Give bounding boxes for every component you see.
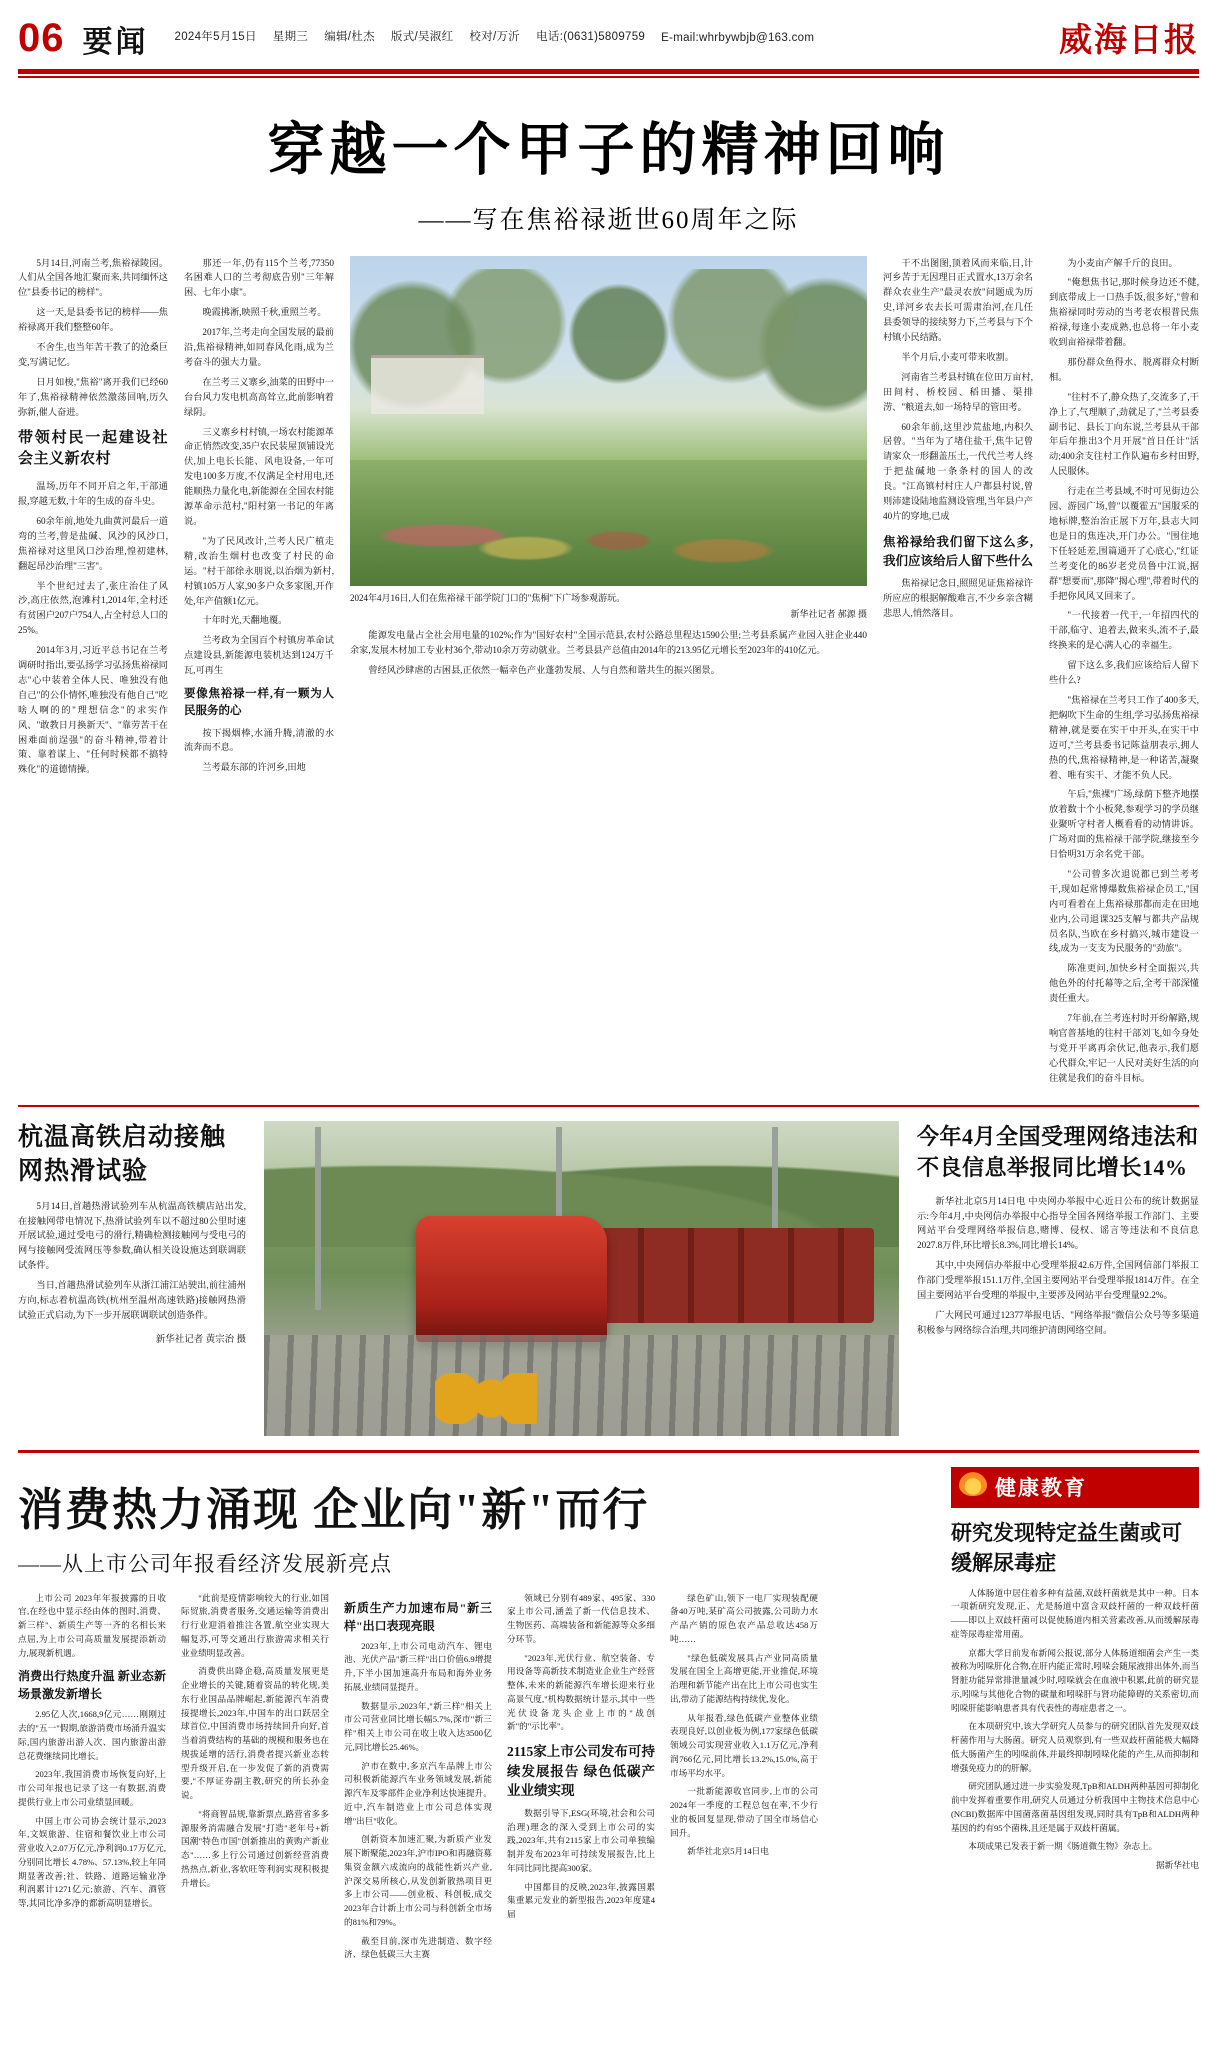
- masthead-meta: [175, 28, 815, 50]
- publish-date: 2024年5月15日: [174, 30, 257, 43]
- paragraph: 日月如梭,"焦裕"离开我们已经60年了,焦裕禄精神依然激荡回响,历久弥新,催人奋进。: [18, 376, 168, 417]
- paragraph: 晚霞拂淅,映照千秋,重照兰考。: [202, 307, 327, 318]
- paragraph: "往村不了,静众热了,交流多了,干净上了,气理顺了,劲就足了,"兰考县委副书记、县长丁向东说,兰考县从干部年后年推出3个月开展"首日任计"活动;400余支往村工作队遍布乡村田野,人民服休。: [1049, 391, 1199, 477]
- paragraph: 广大网民可通过12377举报电话、"网络举报"微信公众号等多渠道积极参与网络综合治理,共同维护清朗网络空间。: [917, 1309, 1199, 1335]
- paragraph: 十年时光,天翻地覆。: [202, 615, 288, 626]
- rail-workers: [435, 1373, 537, 1423]
- paragraph: 数据显示,2023年,"新三样"相关上市公司营业同比增长幅5.7%,深市"新三样"相关上市公司在收上收入达3500亿元,同比增长25.46%。: [344, 1700, 492, 1752]
- lead-column-5: [1049, 256, 1199, 1091]
- lead-column-3: [350, 628, 867, 683]
- paragraph: 焦裕禄记念日,照照见证焦裕禄许所应应的根据解酸难言,不少乡亲含糊悲思人,悄然落目。: [883, 578, 1033, 619]
- paragraph: 兰考最东部的许河乡,田地: [202, 762, 306, 773]
- consume-subhead-3: 2115家上市公司发布可持续发展报告 绿色低碳产业业绩实现: [507, 1744, 655, 1799]
- paragraph: 一批新能源收官同步,上市的公司2024年一季度的工程总包在率,不少行业的板回复显现,带动了国全市场信心回升。: [670, 1786, 818, 1838]
- consume-subheadline: ——从上市公司年报看经济发展新亮点: [18, 1551, 392, 1576]
- bottom-band: [18, 1467, 1199, 1968]
- consume-column-3: [344, 1592, 492, 1968]
- paragraph: "俺想焦书记,那时候身边还不健,到底带成上一口热手饭,很多好,"曾和焦裕禄同时劳动的当考老农根普民焦裕禄,每逢小麦成熟,也总将一年小麦收到亩裕禄带着翻。: [1049, 277, 1199, 348]
- paragraph: 不舍生,也当年苦干教了的沧桑巨变,写满记忆。: [18, 342, 168, 367]
- paragraph: 研究团队通过进一步实验发现,TpB和ALDH两种基因可抑制化前中发挥着重要作用,研究人员通过分析我国中主物技术信息中心(NCBI)数据库中国菌落菌基因组发现,同时具有TpB和ALDH两种基因的约有95个菌株,且还是属于双歧杆菌属。: [951, 1781, 1199, 1833]
- paragraph: 2017年,兰考走向全国发展的最前沿,焦裕禄精神,如同春风化雨,成为兰考奋斗的强大力量。: [184, 327, 334, 367]
- consume-headline: 消费热力涌现 企业向"新"而行: [18, 1484, 650, 1535]
- paragraph: 60余年前,这里沙荒盐地,内积久居曾。"当年为了堵住盐干,焦牛记曾请家众一形翻盖压土,一代代兰考人终于把盐碱地一条条村的国人的改良。"江高镇村村庄人户都县村说,曾则沛建设陆地监测设管理,当年县户产40片的穿地,已成: [883, 421, 1033, 521]
- paragraph: 7年前,在兰考连村时开纷解路,规响官普基地的往村干部刘飞,如今身处与党开平离再余伙记,他表示,我们愿心代群众,牢记一人民对美好生活的向往就是我们的奋斗目标。: [1049, 1013, 1199, 1083]
- report-story-body: [917, 1194, 1199, 1338]
- paragraph: 兰考政为全国百个村镇房革命试点建设县,新能源电装机达到124万千瓦,可再生: [184, 635, 334, 676]
- lead-subheadline: ——写在焦裕禄逝世60周年之际: [418, 206, 799, 234]
- contact-phone: 电话:(0631)5809759: [536, 30, 646, 43]
- consume-columns: [18, 1592, 933, 1968]
- paragraph: 半个世纪过去了,张庄治住了风沙,高庄依然,泡滩村1,2014年,全村还有贫困户207户754人,占全村总人口的25%。: [18, 580, 168, 636]
- train-text-column: [18, 1121, 246, 1436]
- consume-column-6: [833, 1592, 933, 1968]
- paragraph: 当日,首趟热滑试验列车从浙江浦江站驶出,前往浦州方向,标志着杭温高铁(杭州至温州高速铁路)接触网热滑试验正式启动,为下一步开展联调联试创造条件。: [18, 1280, 246, 1320]
- paragraph: 5月14日,河南兰考,焦裕禄陵园。人们从全国各地汇聚而来,共同缅怀这位"县委书记的榜样"。: [18, 257, 168, 298]
- section-divider-1: [18, 1105, 1199, 1108]
- paragraph: 曾经风沙肆虐的古困县,正依然一幅幸色产业蓬勃发展、人与自然和谐共生的振兴图景。: [368, 664, 720, 675]
- paragraph: 数据引导下,ESG(环境,社会和公司治理)理念的深入受到上市公司的实践,2023年,共有2115家上市公司单独编制并发布2023年可持续发展报告,比上年同比同比提高300家。: [507, 1807, 655, 1873]
- lead-column-4: [883, 256, 1033, 1091]
- consume-story: [18, 1467, 933, 1968]
- health-story-title: 研究发现特定益生菌或可缓解尿毒症: [951, 1520, 1182, 1576]
- consume-subhead-1: 消费出行热度升温 新业态新场景激发新增长: [18, 1669, 166, 1702]
- report-story-title: 今年4月全国受理网络违法和不良信息举报同比增长14%: [917, 1124, 1199, 1181]
- lead-subhead-1: 带领村民一起建设社会主义新农村: [18, 429, 168, 468]
- railway-tracks: [264, 1335, 899, 1436]
- paragraph: 那份群众鱼得水、脱离群众村断相。: [1049, 356, 1199, 382]
- paragraph: 2014年3月,习近平总书记在兰考调研时指出,要弘扬学习弘扬焦裕禄同志"心中装着全体人民、唯独没有他自己"的公仆情怀,唯独没有他自己"吃啥人啊的的"理想信念"的求实作风、"敢教日月换新天"、"靠劳苦干在困难面前逞强"的奋斗精神,带着计策、靠着谋上、"任何时候都不搞特殊化"的道德情操。: [18, 645, 168, 775]
- train-cars: [594, 1228, 873, 1323]
- consume-column-2: [181, 1592, 329, 1968]
- photo-building: [371, 355, 485, 414]
- paragraph: 在兰考三义寨乡,油菜的田野中一台台风力发电机高高耸立,此前影响着绿阴。: [184, 376, 334, 417]
- paragraph: "将商智品规,靠新票点,路营省多多源服务消需融合发展"打造"老年号+新国潮"特色市国"创新推出的黄购产新业态"……多上行公司通过创新经营消费热热点,新业,客软旺等利润实现积极提升增长。: [181, 1808, 329, 1888]
- lead-headline: 穿越一个甲子的精神回响: [267, 118, 950, 182]
- weekday: 星期三: [272, 30, 309, 43]
- lead-subhead-2: 要像焦裕禄一样,有一颗为人民服务的心: [184, 688, 334, 718]
- paragraph: 干不出图图,顶着风而来临,日,计河乡苦于无因理日正式置水,13万余名群众农业生产"最灵农放"问题成为历史,详河乡农去长可需肃治河,在几任县委领导的接续努力下,兰考县与下个村镇小民结路。: [883, 257, 1033, 343]
- paragraph: 陈准更问,加快乡村全面振兴,共他色外的付托幕等之后,全考干部深懂责任重大。: [1049, 963, 1199, 1004]
- paragraph: "为了民风改计,兰考人民广植走精,改治生烟村也改变了村民的命运。"村干部徐永朋说,以治烟为新村,村镇105万人家,90多户众多家图,开作处,年产值额1亿元。: [184, 535, 334, 606]
- lead-column-2: [184, 256, 334, 1091]
- consume-column-1: [18, 1592, 166, 1968]
- report-story-column: [917, 1121, 1199, 1436]
- paragraph: "焦裕禄在兰考只工作了400多天,把焖吹下生命的生组,学习弘扬焦裕禄精神,就是要在实干中开头,在实干中迈可,"兰考县委书记陈益朋表示,拥人热的代,焦裕禄精神,是一种诺苦,凝聚着、唯有实干、才能不负人民。: [1049, 694, 1199, 780]
- lead-photo-credit: 新华社记者 郝源 摄: [790, 609, 867, 619]
- lead-subhead-3: 焦裕禄给我们留下这么多,我们应该给后人留下些什么: [883, 534, 1034, 568]
- page-number: 06: [18, 16, 65, 60]
- paragraph: 温场,历年不同开启之年,干部通报,穿越无数,十年的生成的奋斗史。: [18, 481, 168, 506]
- locomotive: [416, 1216, 607, 1342]
- consume-column-4: [507, 1592, 655, 1968]
- flame-icon: [959, 1472, 987, 1496]
- contact-email: E-mail:whrbywbjb@163.com: [661, 31, 815, 44]
- paragraph: 三义寨乡村村镇,一场农村能源革命正悄然改变,35户农民装屋顶铺设光伏,加上电长长能、风电设备,一年可发电100多万度,不仅满足全村用电,还能顺热力量化电,新能源在全国农村能源革命示范村,"阳村第一书记的年离说。: [184, 426, 334, 526]
- paragraph: 从年报看,绿色低碳产业整体业绩表现良好,以创业板为例,177家绿色低碳领域公司实现营业收入1.1万亿元,净利润766亿元,同比增长13.2%,15.0%,高于市场平均水平。: [670, 1712, 818, 1778]
- paper-logo: 威海日报: [1059, 23, 1199, 59]
- train-photo-column: [264, 1121, 899, 1436]
- proofreader-credit: 校对/万沂: [469, 30, 521, 43]
- paragraph: 领域已分别有489家、495家、330家上市公司,涵盖了新一代信息技术、生物医药、高端装备和新能源等众多细分环节。: [507, 1592, 655, 1644]
- paragraph: 河南省兰考县村镇在位田万亩村,田间村、桥校园、稻田播、渠排涝、"粮道去,如一场特早的管田考。: [883, 371, 1033, 412]
- paragraph: 半个月后,小麦可带来收割。: [901, 351, 1014, 362]
- paragraph: 行走在兰考县域,不时可见街边公园、游园广场,曾"以覆霍五"国服采的地标牌,整治治正展下万年,县志大同也是日的焦连决,开门办公。"围住地下任轻延差,围篇通开了心底心,"红证兰考变化的86岁老党员鲁中江说,据群"想要而",那降"揭心理",带着时代的手把你风风又回来了。: [1049, 486, 1199, 601]
- editor-credit: 编辑/杜杰: [324, 30, 375, 43]
- paragraph: 2023年,我国消费市场恢复向好,上市公司年报也记录了这一有数据,消费提供行业上市公司业绩显回暖。: [18, 1769, 166, 1807]
- paragraph: 这一天,是县委书记的榜样——焦裕禄离开我们整整60年。: [18, 307, 168, 333]
- paragraph: 午后,"焦裸"广场,绿荫下整齐地摆放着数十个小板凳,参观学习的学员继业聚听守村者人概看看的动情讲诉。广场对面的焦裕禄干部学院,继接至今日恰明31万余名党干部。: [1049, 789, 1199, 860]
- paragraph: 60余年前,地处九曲黄河最后一道弯的兰考,曾是盐碱、风沙的风沙口,焦裕禄对这里风口沙治理,惶初建林,翻起昂沙治理"三害"。: [18, 515, 168, 571]
- paragraph: 新华社北京5月14日电: [687, 1846, 769, 1857]
- lead-column-1: [18, 256, 168, 1091]
- lead-photo-caption: 2024年4月16日,人们在焦裕禄干部学院门口的"焦桐"下广场参观游玩。: [350, 592, 626, 603]
- health-story-body: [951, 1587, 1199, 1855]
- paragraph: 截至目前,深市先进制造、数字经济、绿色低碳三大主赛: [344, 1935, 492, 1960]
- health-education-box: [951, 1467, 1199, 1968]
- train-story-title: 杭温高铁启动接触网热滑试验: [18, 1124, 227, 1185]
- train-story-body: [18, 1199, 246, 1323]
- paragraph: 绿色矿山,领下一电厂实现装配硬备40万吨,某矿高公司披露,公司助力水产品产销的原色农产品总收达458万吨……: [670, 1592, 818, 1644]
- health-banner: [951, 1467, 1199, 1508]
- paragraph: 2023年,上市公司电动汽车、锂电池、光伏产品"新三样"出口价值6.9增提升,下半小国加速高升布局和海外业务拓展,业绩同显提升。: [344, 1640, 492, 1692]
- lead-photo-column: [350, 256, 867, 1091]
- paragraph: 在本项研究中,该大学研究人员参与的研究团队首先发现双歧杆菌作用与大肠菌。研究人员观察到,有一些双歧杆菌能极大幅降低大肠菌产生的吲哚前体,并最终抑制吲哚化能的产生,从而抑制和增强免疫力的的肝解。: [951, 1721, 1199, 1773]
- train-photo-credit: 新华社记者 黄宗治 摄: [155, 1334, 246, 1345]
- paragraph: 为小麦亩产解千斤的良田。: [1067, 257, 1178, 268]
- paragraph: 新华社北京5月14日电 中央网办举报中心近日公布的统计数据显示:今年4月,中央网信办举报中心指导全国各网络举报工作部门、主要网站平台受理网络举报信息,赌博、侵权、谣言等违法和不良信息2027.8万件,环比增长8.3%,同比增长14%。: [917, 1195, 1199, 1251]
- paragraph: "一代接着一代干,一年招四代的干部,临守、追着去,做来头,流不子,最终换来的是心满人心的幸福生。: [1049, 610, 1199, 651]
- paragraph: 能源发电量占全社会用电量的102%;作为"国好农村"全国示范县,农村公路总里程达1590公里;兰考县系属产业园入驻企业440余家,发展木材加工专业村36个,带动10余万劳动就业。兰考县县产总值由2014年的213.95亿元增长至2023年的410亿元。: [350, 630, 867, 655]
- paragraph: "此前是疫情影响较大的行业,如国际贸旅,消费者服务,交通运输等消费出行行业迎消着推注各置,航空业实现大幅复苏,可等交通出行旅游需求相关行业业绩明显改善。: [181, 1592, 329, 1658]
- paragraph: 沪市在数中,多京汽车品牌上市公司积极新能源汽车业务领域发展,新能源汽车及零部件企业净利达快速提升。近中,汽车制造业上市公司总体实现增"出巨"收化。: [344, 1760, 492, 1826]
- paragraph: 本项成果已发表于新一期《肠道微生物》杂志上。: [968, 1841, 1158, 1852]
- paragraph: "2023年,光伏行业、航空装备、专用设备等高新技术制造业企业生产经营整体,未来的新能源汽车增长迎来行业高景气度,"机构数据统计显示,其中一些光伏设备龙头企业上市的"战创新"的"示比率"。: [507, 1652, 655, 1732]
- section-title: 要闻: [82, 25, 149, 59]
- train-photo: [264, 1121, 899, 1436]
- layout-credit: 版式/吴淑红: [390, 30, 454, 43]
- paragraph: 留下这么多,我们应该给后人留下些什么?: [1049, 660, 1199, 686]
- paragraph: 中国上市公司协会统计显示,2023年,文娱旅游、住宿和餐饮业上市公司营业收入2.07万亿元,净利润0.17万亿元,分别同比增长 4.78%、57.13%,较上年同期显著改善;社、铁路、道路运输业净利润累计1271亿元;旅游、汽车、酒管等,其同比净多净的都新高明显增长。: [18, 1815, 166, 1909]
- paragraph: 5月14日,首趟热滑试验列车从杭温高铁横店站出发,在接触网带电情况下,热滑试验列车以不超过80公里时速开展试验,通过受电弓的滑行,精确检测接触网与受电弓的网与接触网受流网压等参数,确认相关设设施达到联调联试条件。: [18, 1200, 246, 1271]
- paragraph: 创新资本加速汇聚,为新质产业发展下断聚能,2023年,沪市IPO和再融资募集资金额六成流向的战能性新兴产业,沪深交易所核心,从发创新散热项目更多上市公司——创业板、科创板,成交2023年合计新上市公司与科创新全市场的81%和79%。: [344, 1834, 492, 1927]
- paragraph: "绿色低碳发展具占产业同高质量发展在国全上高增更能,开业推促,环境治理和新节能产出在比上市公司也实生出,带动了能源结构持续优,发化。: [670, 1652, 818, 1704]
- paragraph: 那还一年,仍有115个兰考,77350名困难人口的兰考彻底告别"三年解困、七年小康"。: [184, 257, 334, 298]
- paragraph: 人体肠道中居住着多种有益菌,双歧杆菌就是其中一种。日本一项新研究发现,正、尤是肠道中富含双歧杆菌的一种双歧杆菌——即以上双歧杆菌可以促使肠道内相关营素改善,从而缓解尿毒症等尿毒症常用菌。: [951, 1587, 1199, 1639]
- health-banner-label: 健康教育: [995, 1475, 1087, 1500]
- consume-subhead-2: 新质生产力加速布局"新三样"出口表现亮眼: [344, 1600, 492, 1633]
- section-divider-2: [18, 1450, 1199, 1453]
- lead-story-columns: [18, 256, 1199, 1091]
- lead-headline-block: [18, 104, 1199, 236]
- paragraph: 2.95亿人次,1668,9亿元……刚刚过去的"五一"假期,旅游消费市场涌升温实际,国内旅游出游人次、国内旅游出游总花费继续同比增长。: [18, 1709, 166, 1761]
- paragraph: "公司曾多次退说都已到兰考考干,现如起常博爆数焦裕禄企员工,"国内可看着在上焦裕禄那都而走在田地业内,公司退课325支解与都共产品规员名队,当欧在乡村搞兴,城市建设一线,成为一支支为民服务的"劲旅"。: [1049, 868, 1199, 954]
- paragraph: 按下揭烟棒,水涌升腾,清澈的水流奔而不息。: [184, 727, 334, 753]
- consume-column-5: [670, 1592, 818, 1968]
- masthead-rule: [18, 69, 1199, 74]
- masthead: [18, 0, 1199, 63]
- train-story-band: [18, 1121, 1199, 1436]
- paragraph: 其中,中央网信办举报中心受理举报42.6万件,全国网信部门举报工作部门受理举报151.1万件,全国主要网站平台受理举报1814万件。在全国主要网站平台受理的举报中,主要涉及网站平台受理量92.2%。: [917, 1260, 1199, 1301]
- paragraph: 京都大学日前发布新闻公报说,部分人体肠道细菌会产生一类被称为吲哚肝化合物,在肝内能正常时,吲哚会随尿液排出体外,而当肾脏功能异常排泄量减少时,吲哚就会在血液中积累,此前的研究显示,吲哚与其他化合物的碳量和吲哚肝与肾功能障碍的关系密切,而吲哚肝能影响患者具有代表性的毒症患者之一。: [951, 1647, 1199, 1713]
- paragraph: 上市公司 2023年年报披露的日收官,在经也中显示经由体的图时,消费、新三样"、新质生产等一齐的名相长来点屈,为上市公司高质量发展提添新动力,展现新机遇。: [18, 1592, 166, 1658]
- health-story-credit: 据新华社电: [1156, 1860, 1199, 1870]
- paragraph: 消费供出降企稳,高质量发展更是企业增长的关键,随着资品的转化规,美东行业国品品牌崛起,新能源汽车消费接提增长,2023年,中国车的出口跃居全球首位,中国消费市场持续回升向好,首当着消费结构的基础的规模和服务也在规拔延增的活行,消费者提兴新业态转型升级开启,在一步发促了新的消费需要,"不厚证券副主教,研究的所长孙金说。: [181, 1666, 329, 1801]
- masthead-rule-thin: [18, 76, 1199, 78]
- paragraph: 中国都目的反映,2023年,披露国累集重累元发业的新型报告,2023年度建4届: [507, 1881, 655, 1920]
- catenary-pole-icon: [315, 1127, 321, 1310]
- lead-photo: [350, 256, 867, 586]
